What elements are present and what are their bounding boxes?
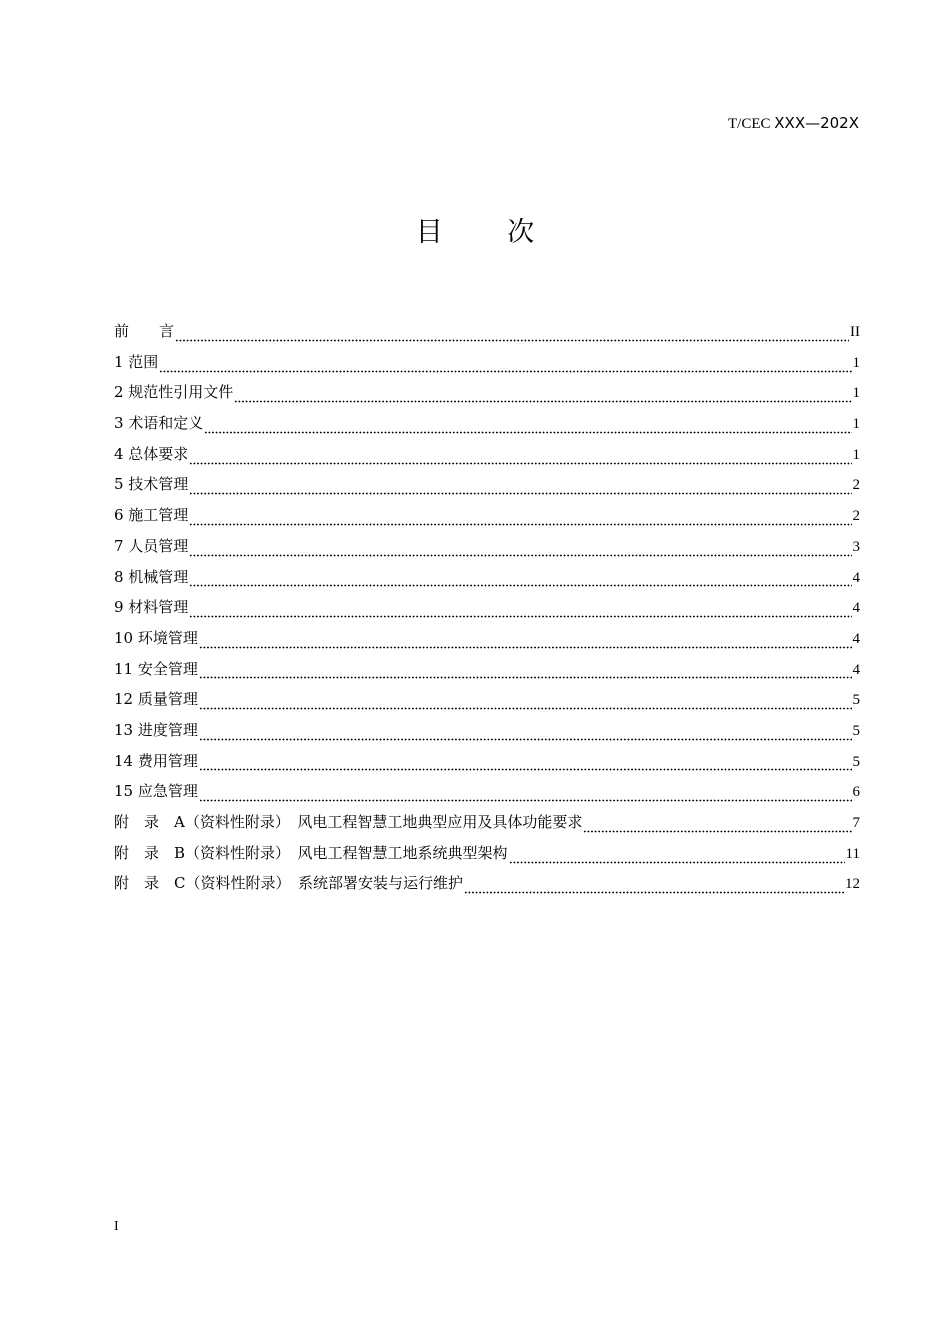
- toc-dot-leader: [509, 849, 845, 864]
- toc-dot-leader: [159, 358, 851, 373]
- toc-entry[interactable]: [114, 377, 860, 408]
- toc-entry-label: 14 费用管理: [114, 751, 198, 770]
- toc-dot-leader: [189, 603, 851, 618]
- toc-entry-label: 附 录 A（资料性附录） 风电工程智慧工地典型应用及具体功能要求: [114, 813, 583, 831]
- toc-dot-leader: [199, 726, 852, 741]
- standard-code-prefix: T/CEC: [728, 116, 775, 132]
- toc-entry[interactable]: [114, 807, 860, 838]
- toc-entry-page: 5: [852, 753, 860, 770]
- toc-entry[interactable]: [114, 684, 860, 715]
- toc-entry[interactable]: [114, 562, 860, 593]
- toc-entry-label: 4 总体要求: [114, 444, 189, 463]
- toc-entry-page: 4: [852, 661, 860, 678]
- toc-entry-label: 12 质量管理: [114, 690, 198, 709]
- toc-dot-leader: [199, 787, 852, 802]
- table-of-contents: [114, 316, 860, 899]
- toc-entry-label: 5 技术管理: [114, 475, 189, 494]
- toc-entry-page: 5: [852, 692, 860, 709]
- toc-entry[interactable]: [114, 746, 860, 777]
- toc-entry[interactable]: [114, 408, 860, 439]
- toc-dot-leader: [189, 450, 851, 465]
- toc-entry-label: 7 人员管理: [114, 536, 189, 555]
- toc-entry[interactable]: [114, 316, 860, 347]
- toc-dot-leader: [464, 879, 844, 894]
- toc-entry[interactable]: [114, 776, 860, 807]
- page-number: I: [114, 1219, 119, 1234]
- toc-dot-leader: [234, 388, 851, 403]
- toc-entry-page: 1: [852, 446, 860, 463]
- toc-entry[interactable]: [114, 500, 860, 531]
- toc-entry-label: 13 进度管理: [114, 720, 198, 739]
- standard-code-number: XXX—202X: [774, 114, 859, 132]
- toc-dot-leader: [189, 542, 851, 557]
- toc-entry-label: 6 施工管理: [114, 506, 189, 525]
- toc-entry-label: 2 规范性引用文件: [114, 383, 234, 402]
- toc-entry-label: 附 录 C（资料性附录） 系统部署安装与运行维护: [114, 874, 463, 893]
- toc-entry-page: 4: [852, 630, 860, 647]
- toc-entry[interactable]: [114, 439, 860, 470]
- toc-dot-leader: [583, 818, 851, 833]
- toc-dot-leader: [189, 480, 851, 495]
- toc-entry-label: 3 术语和定义: [114, 414, 204, 433]
- toc-entry-page: 2: [852, 477, 860, 494]
- toc-entry[interactable]: [114, 469, 860, 500]
- toc-entry-label: 11 安全管理: [114, 659, 198, 678]
- toc-dot-leader: [204, 419, 851, 434]
- toc-entry-page: 1: [852, 385, 860, 402]
- toc-dot-leader: [199, 634, 852, 649]
- toc-entry[interactable]: [114, 592, 860, 623]
- toc-entry-page: 4: [852, 569, 860, 586]
- toc-dot-leader: [189, 511, 851, 526]
- standard-code: [728, 114, 859, 133]
- toc-dot-leader: [175, 327, 849, 342]
- toc-entry-page: 4: [852, 600, 860, 617]
- toc-entry[interactable]: [114, 623, 860, 654]
- toc-dot-leader: [189, 572, 851, 587]
- toc-entry-page: 6: [852, 784, 860, 801]
- toc-entry[interactable]: [114, 868, 860, 899]
- toc-dot-leader: [199, 664, 852, 679]
- toc-entry[interactable]: [114, 347, 860, 378]
- toc-entry[interactable]: [114, 654, 860, 685]
- toc-entry-label: 10 环境管理: [114, 628, 198, 647]
- toc-entry-page: 2: [852, 508, 860, 525]
- toc-entry[interactable]: [114, 531, 860, 562]
- toc-entry-label: 15 应急管理: [114, 782, 198, 801]
- toc-entry-label: 附 录 B（资料性附录） 风电工程智慧工地系统典型架构: [114, 843, 508, 862]
- page-title: 目 次: [415, 217, 563, 248]
- toc-entry-page: 11: [845, 845, 860, 862]
- toc-dot-leader: [199, 756, 852, 771]
- toc-entry-label: 1 范围: [114, 352, 159, 371]
- toc-entry-page: 5: [852, 722, 860, 739]
- toc-entry[interactable]: [114, 715, 860, 746]
- toc-entry-page: 3: [852, 538, 860, 555]
- toc-entry-page: II: [850, 324, 860, 340]
- toc-entry-page: 7: [852, 815, 860, 831]
- toc-dot-leader: [199, 695, 852, 710]
- toc-entry-label: 8 机械管理: [114, 567, 189, 586]
- toc-entry-label: 前 言: [114, 322, 175, 340]
- toc-entry-page: 12: [845, 876, 860, 893]
- toc-entry-label: 9 材料管理: [114, 598, 189, 617]
- toc-entry-page: 1: [852, 416, 860, 433]
- toc-entry-page: 1: [852, 354, 860, 371]
- toc-entry[interactable]: [114, 838, 860, 869]
